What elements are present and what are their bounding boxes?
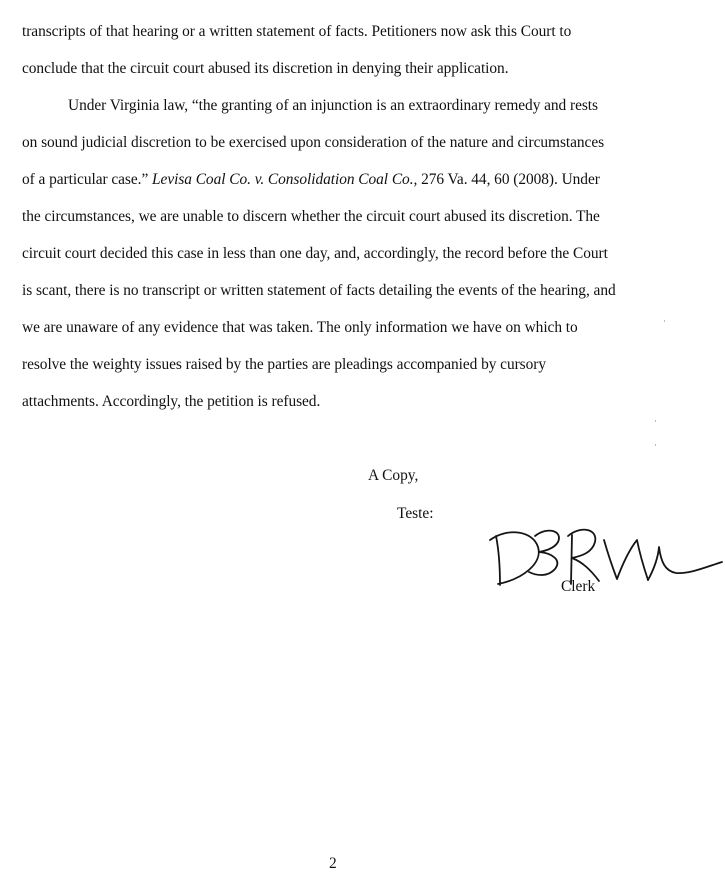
- a-copy-label: A Copy,: [368, 467, 419, 484]
- body-line-9: we are unaware of any evidence that was taken. The only information we have on which to: [22, 319, 578, 336]
- body-line-7: circuit court decided this case in less than one day, and, accordingly, the record before the Court: [22, 245, 608, 262]
- body-line-1: transcripts of that hearing or a written statement of facts. Petitioners now ask this Court to: [22, 23, 572, 40]
- body-line-2: conclude that the circuit court abused its discretion in denying their application.: [22, 60, 509, 77]
- body-line-5: [22, 171, 600, 189]
- clerk-label: Clerk: [561, 578, 596, 595]
- clerk-signature: [478, 518, 723, 590]
- body-line-6: the circumstances, we are unable to discern whether the circuit court abused its discretion. The: [22, 208, 600, 225]
- scan-speck: [655, 420, 656, 422]
- scan-speck: [655, 444, 656, 446]
- body-line-11: attachments. Accordingly, the petition is refused.: [22, 393, 321, 410]
- body-line-3: Under Virginia law, “the granting of an injunction is an extraordinary remedy and rests: [68, 97, 598, 114]
- scan-speck: [664, 320, 665, 322]
- case-citation: Levisa Coal Co. v. Consolidation Coal Co.,: [152, 171, 418, 188]
- page-number: 2: [329, 855, 337, 872]
- body-line-10: resolve the weighty issues raised by the parties are pleadings accompanied by cursory: [22, 356, 546, 373]
- body-line-5-tail: 276 Va. 44, 60 (2008). Under: [417, 171, 600, 188]
- body-line-5-lead: of a particular case.”: [22, 171, 153, 188]
- body-line-4: on sound judicial discretion to be exercised upon consideration of the nature and circumstances: [22, 134, 605, 151]
- teste-label: Teste:: [397, 505, 434, 522]
- body-line-8: is scant, there is no transcript or written statement of facts detailing the events of the hearing, and: [22, 282, 616, 299]
